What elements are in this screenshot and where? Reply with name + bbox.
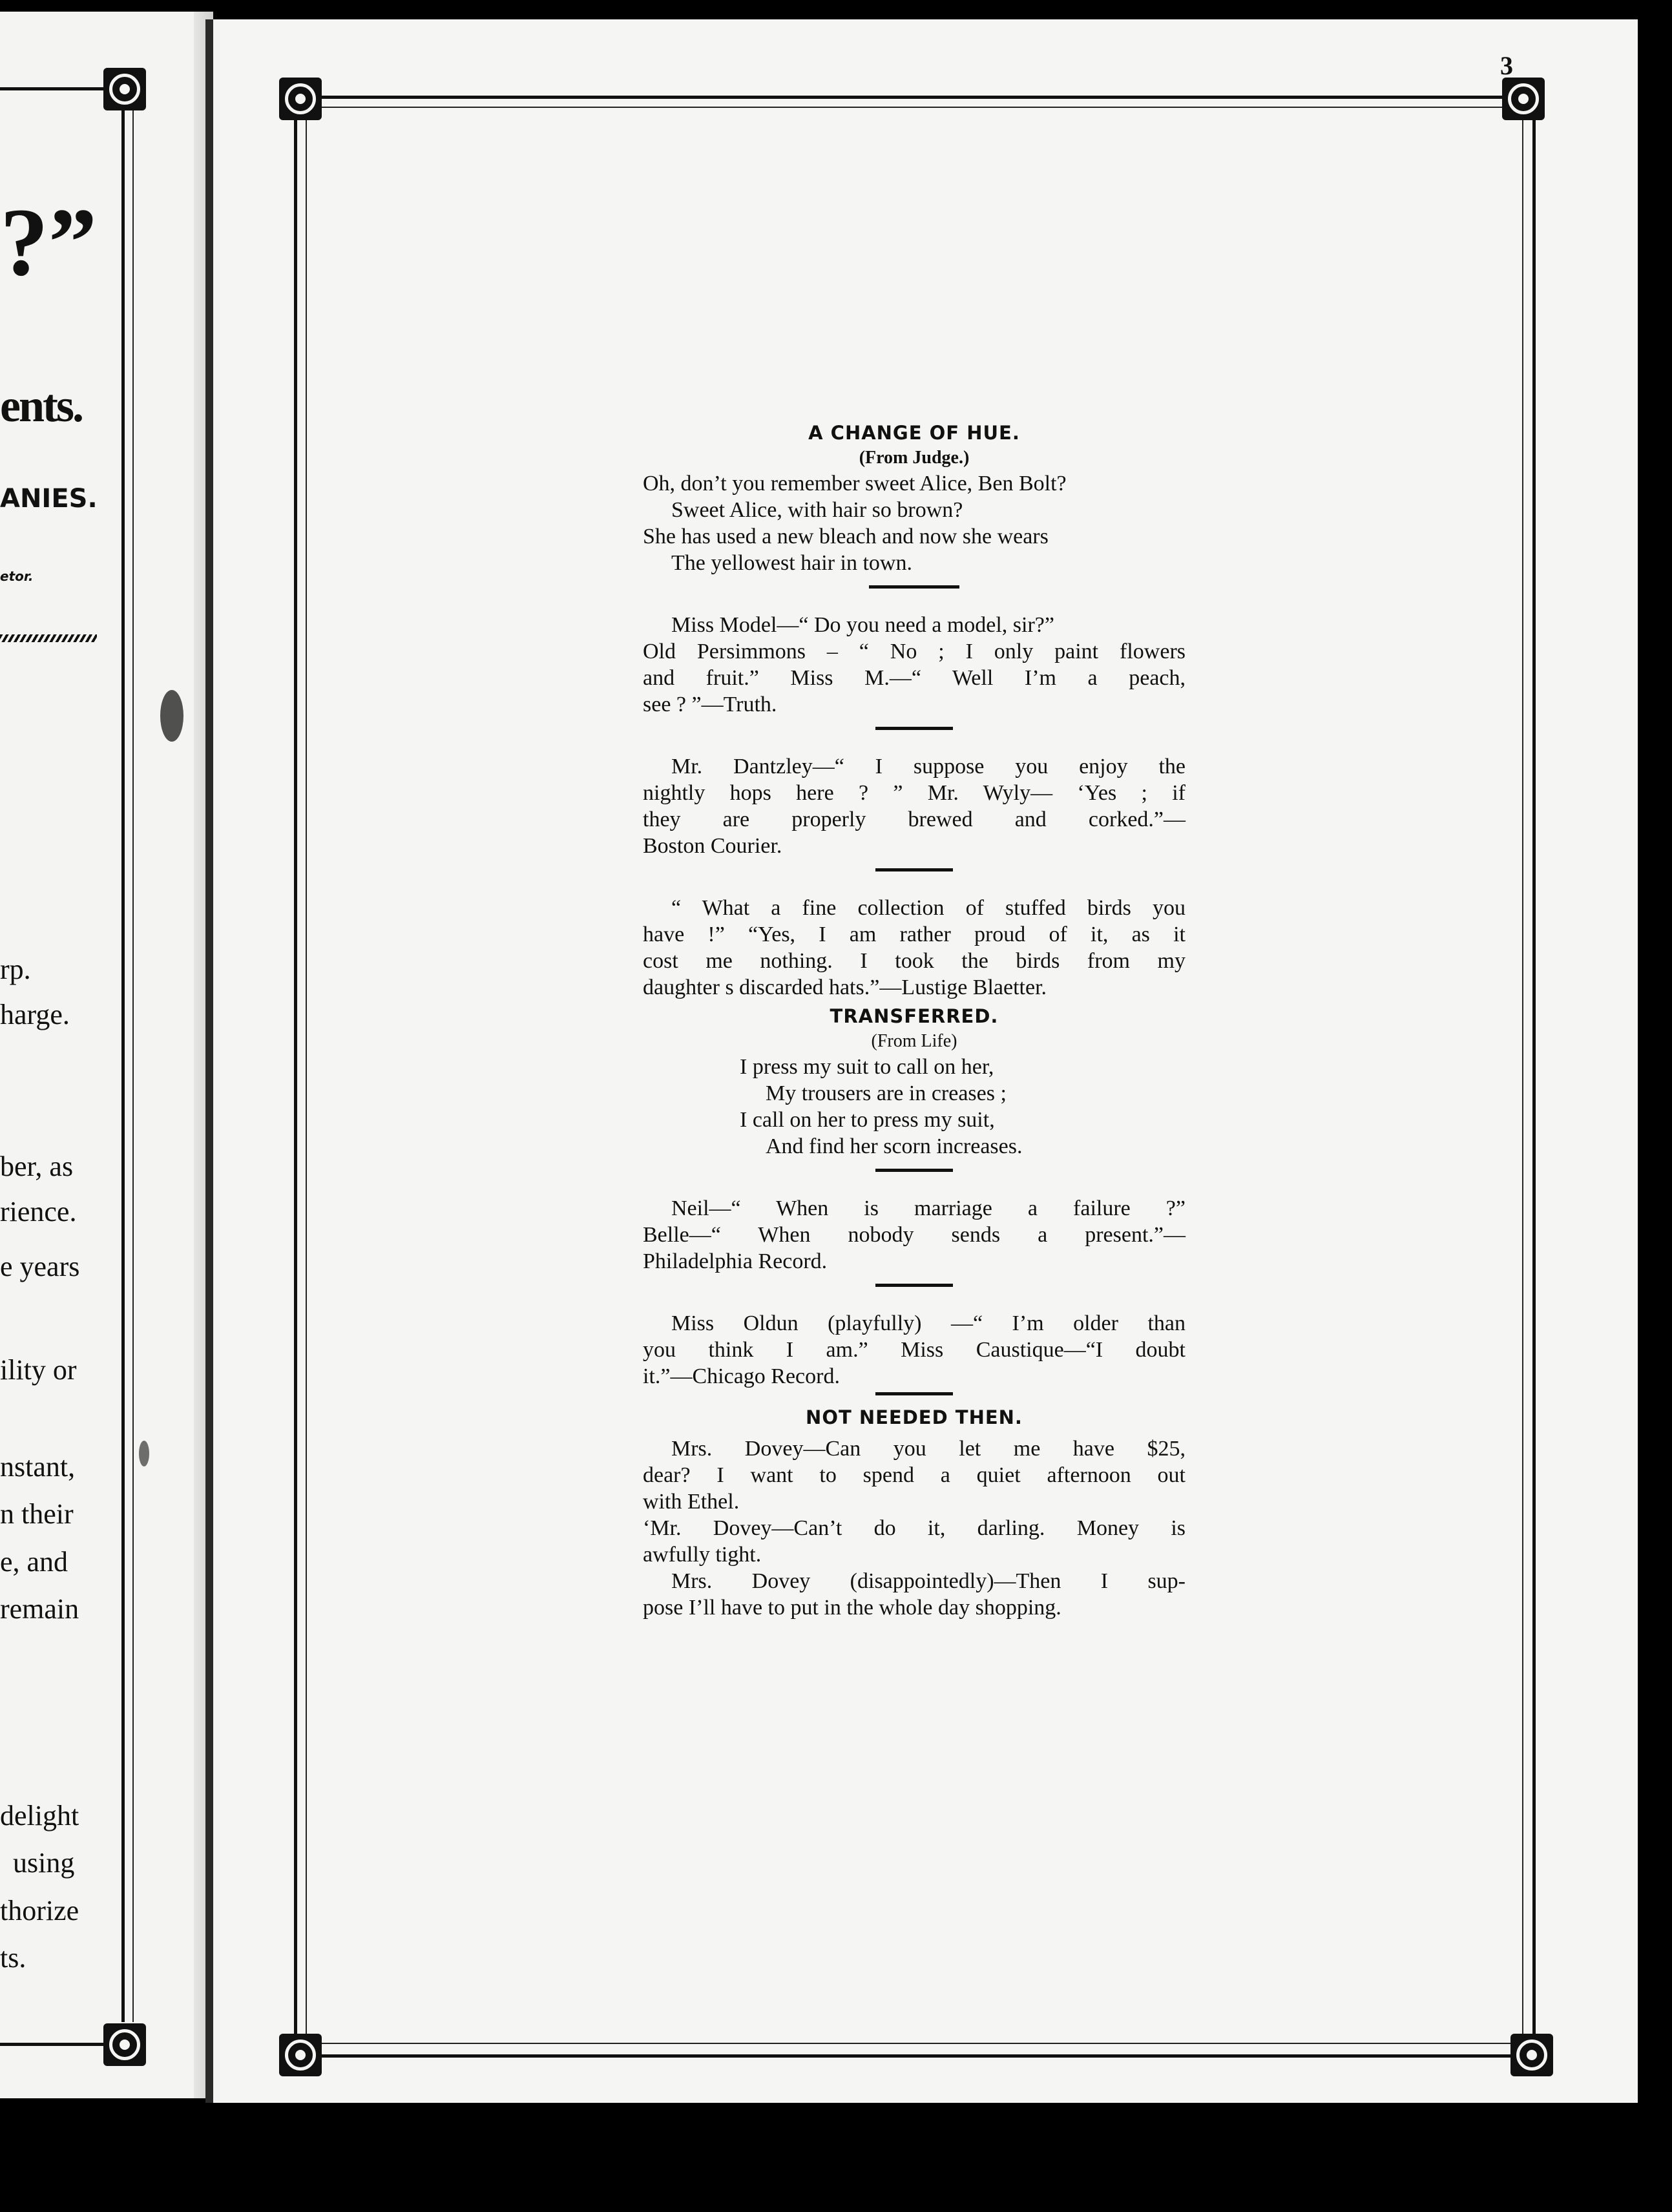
joke-line: Boston Courier. (643, 834, 782, 858)
frame-right-rule (1532, 116, 1536, 2041)
section-heading: A CHANGE OF HUE. (808, 422, 1020, 444)
left-text-line: ility or (0, 1354, 77, 1386)
poem-line: My trousers are in creases ; (766, 1081, 1007, 1105)
joke-line: have !” “Yes, I am rather proud of it, as it (643, 923, 1186, 946)
left-text-line: rience. (0, 1196, 77, 1227)
joke-line: you think I am.” Miss Caustique—“I doubt (643, 1338, 1186, 1362)
frame-top-inner-rule (300, 107, 1531, 108)
left-page-fragment (0, 12, 213, 2098)
left-text-line: using (13, 1847, 75, 1879)
poem-line: And find her scorn increases. (766, 1134, 1023, 1158)
frame-bottom-inner-rule (300, 2043, 1531, 2044)
joke-line: it.”—Chicago Record. (643, 1364, 840, 1388)
poem-line: Sweet Alice, with hair so brown? (671, 498, 963, 522)
left-text-line: ber, as (0, 1151, 74, 1182)
left-text-line: remain (0, 1593, 79, 1625)
corner-ornament-icon (279, 2034, 322, 2076)
left-text-line: e years (0, 1251, 80, 1282)
poem-line: I call on her to press my suit, (740, 1108, 995, 1132)
corner-ornament-icon (1502, 78, 1545, 120)
left-decorative-rule (0, 634, 97, 642)
corner-ornament-icon (103, 2023, 146, 2066)
section-heading: TRANSFERRED. (830, 1005, 999, 1027)
section-source: (From Judge.) (859, 448, 970, 468)
left-text-line: thorize (0, 1895, 79, 1926)
page-spine-edge (205, 19, 213, 2103)
dialogue-line: pose I’ll have to put in the whole day shopping. (643, 1596, 1061, 1620)
dialogue-line: dear? I want to spend a quiet afternoon out (643, 1463, 1186, 1487)
joke-line: “ What a fine collection of stuffed birds you (671, 896, 1186, 920)
joke-line: cost me nothing. I took the birds from my (643, 949, 1186, 973)
joke-line: Miss Oldun (playfully) —“ I’m older than (671, 1311, 1186, 1335)
dialogue-line: with Ethel. (643, 1490, 740, 1514)
dialogue-line: Mrs. Dovey (disappointedly)—Then I sup- (671, 1569, 1186, 1593)
section-heading: NOT NEEDED THEN. (806, 1406, 1023, 1428)
article-column (643, 420, 1186, 1621)
left-fragment-companies: ANIES. (0, 484, 98, 514)
joke-line: Belle—“ When nobody sends a present.”— (643, 1223, 1186, 1247)
poem-line: The yellowest hair in town. (671, 551, 912, 575)
left-fragment-proprietor: etor. (0, 569, 34, 584)
dialogue-line: ‘Mr. Dovey—Can’t do it, darling. Money is (643, 1516, 1186, 1540)
corner-ornament-icon (1510, 2034, 1553, 2076)
joke-line: Mr. Dantzley—“ I suppose you enjoy the (671, 755, 1186, 778)
corner-ornament-icon (103, 68, 146, 110)
joke-line: Miss Model—“ Do you need a model, sir?” (671, 613, 1054, 637)
joke-line: they are properly brewed and corked.”— (643, 808, 1186, 831)
left-frame-right-rule (121, 110, 125, 2022)
poem-line: I press my suit to call on her, (740, 1055, 994, 1079)
left-text-line: rp. (0, 954, 31, 985)
dialogue-line: awfully tight. (643, 1543, 762, 1567)
joke-line: see ? ”—Truth. (643, 693, 777, 716)
frame-bottom-rule (300, 2054, 1531, 2058)
corner-ornament-icon (279, 78, 322, 120)
joke-line: Philadelphia Record. (643, 1249, 828, 1273)
left-text-line: delight (0, 1800, 79, 1831)
joke-line: and fruit.” Miss M.—“ Well I’m a peach, (643, 666, 1186, 690)
dialogue-line: Mrs. Dovey—Can you let me have $25, (671, 1437, 1186, 1461)
left-fragment-quote: ?” (0, 189, 97, 296)
poem-line: She has used a new bleach and now she wears (643, 525, 1049, 548)
left-frame-inner-rule (132, 110, 134, 2022)
joke-line: daughter s discarded hats.”—Lustige Blaetter. (643, 976, 1047, 999)
poem-line: Oh, don’t you remember sweet Alice, Ben Bolt? (643, 472, 1067, 496)
frame-left-rule (294, 116, 297, 2041)
ink-stain (139, 1441, 149, 1466)
frame-top-rule (300, 96, 1531, 99)
left-text-line: n their (0, 1498, 74, 1530)
page-number: 3 (1500, 51, 1513, 80)
ink-stain (160, 690, 183, 742)
left-text-line: nstant, (0, 1451, 76, 1483)
frame-right-inner-rule (1522, 116, 1523, 2041)
joke-line: Neil—“ When is marriage a failure ?” (671, 1196, 1186, 1220)
section-source: (From Life) (871, 1031, 957, 1051)
joke-line: Old Persimmons – “ No ; I only paint flowers (643, 640, 1186, 663)
frame-left-inner-rule (306, 116, 307, 2041)
left-text-line: harge. (0, 999, 70, 1030)
left-fragment-heading: ents. (0, 380, 82, 432)
left-text-line: ts. (0, 1942, 26, 1974)
left-text-line: e, and (0, 1546, 68, 1578)
joke-line: nightly hops here ? ” Mr. Wyly— ‘Yes ; if (643, 781, 1186, 805)
